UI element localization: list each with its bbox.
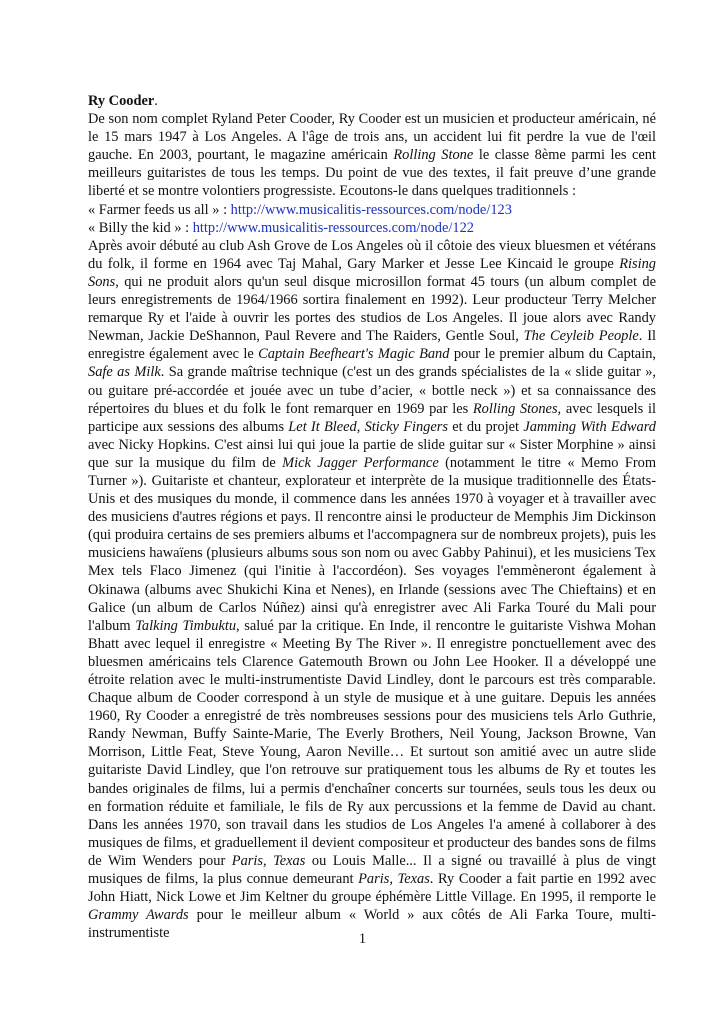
link-line-billy: [88, 219, 656, 237]
body-italic: Captain Beefheart's Magic Band: [258, 346, 450, 363]
body-text: . Sa grande maîtrise technique (c'est un des grands spécialistes de la « slide guitar », ou guitare pré-accordée et jouée avec un tube d’acier, « bottle neck ») et sa connaissance des répertoires du blues et du folk le font remarquer en 1969 par les: [88, 364, 656, 417]
body-italic: Jamming With Edward: [523, 418, 656, 435]
body-italic: Safe as Milk: [88, 364, 161, 381]
body-italic: Mick Jagger Performance: [282, 454, 439, 471]
intro-text-1: De son nom complet Ryland Peter Cooder, Ry Cooder est un musicien et producteur américain, né le 15 mars 1947 à Los Angeles. A l'âge de trois ans, un accident lui fit perdre la vue de l'œil gauche. En 2003, pourtant, le magazine américain: [88, 111, 656, 164]
body-text: avec Nicky Hopkins. C'est ainsi lui qui joue la partie de slide guitar sur « Sister Morphine » ainsi que sur la musique du film de: [88, 436, 656, 471]
body-text: ,: [356, 418, 365, 435]
body-text: , salué par la critique. En Inde, il rencontre le guitariste Vishwa Mohan Bhatt avec lequel il enregistre « Meeting By The River ». Il enregistre ponctuellement avec des bluesmen américains tels Clarence Gatemouth Brown ou John Lee Hooker. Il a développé une étroite relation avec le multi-instrumentiste David Lindley, dont le parcours est très comparable. Chaque album de Cooder correspond à un style de musique et à une guitare. Depuis les années 1960, Ry Cooder a enregistré de très nombreuses sessions pour des musiciens tels Arlo Guthrie, Randy Newman, Buffy Sainte-Marie, The Everly Brothers, Neil Young, Jackson Browne, Van Morrison, Little Feat, Steve Young, Aaron Neville… Et surtout son amitié avec un autre slide guitariste David Lindley, que l'on retrouve sur pratiquement tous les albums de Ry et toutes les bandes originales de films, lui a permis d'enchaîner concerts sur tournées, seuls tous les deux ou en formation réduite et familiale, le fils de Ry aux percussions et la femme de David au chant. Dans les années 1970, son travail dans les studios de Los Angeles l'a amené à collaborer à des musiques de films, et graduellement il devient compositeur et producteur des bandes sons de films de Wim Wenders pour: [88, 617, 656, 869]
page-number: 1: [358, 931, 367, 947]
body-text: et du projet: [447, 418, 524, 435]
link-farmer[interactable]: http://www.musicalitis-ressources.com/node/123: [230, 201, 512, 218]
intro-italic-1: Rolling Stone: [393, 147, 474, 164]
body-italic: Paris, Texas: [231, 852, 306, 869]
intro-paragraph: [88, 110, 656, 200]
body-italic: Rolling Stones,: [472, 400, 562, 417]
body-italic: Grammy Awards: [88, 907, 189, 924]
body-text: pour le premier album du Captain,: [449, 346, 656, 363]
link-label-farmer: « Farmer feeds us all » :: [88, 201, 231, 218]
document-page: [88, 92, 656, 942]
body-italic: Let It Bleed: [288, 418, 357, 435]
body-text: ou Louis Malle... Il a signé ou travaillé à plus de vingt musiques de films, la plus connue demeurant: [88, 852, 656, 888]
body-italic: Rising Sons: [88, 255, 656, 290]
body-paragraph: [88, 237, 656, 943]
body-italic: Paris, Texas: [358, 871, 430, 888]
title-text: Ry Cooder: [88, 93, 155, 109]
body-italic: The Ceyleib People: [523, 328, 639, 345]
link-label-billy: « Billy the kid » :: [88, 219, 193, 236]
body-text: pour le meilleur album « World » aux côtés de Ali Farka Toure, multi-instrumentiste: [88, 907, 656, 942]
body-text: . Il enregistre également avec le: [88, 328, 656, 363]
link-line-farmer: [88, 201, 656, 219]
body-text: Après avoir débuté au club Ash Grove de Los Angeles où il côtoie des vieux bluesmen et vétérans du folk, il forme en 1964 avec Taj Mahal, Gary Marker et Jesse Lee Kincaid le groupe: [88, 237, 656, 272]
body-italic: Talking Timbuktu: [135, 617, 237, 634]
body-text: (notamment le titre « Memo From Turner »). Guitariste et chanteur, explorateur et interprète de la musique traditionnelle des États-Unis et des musiques du monde, il commence dans les années 1970 à voyager et à travailler avec des musiciens d'autres régions et pays. Il rencontre ainsi le producteur de Memphis Jim Dickinson (qui produira certains de ses premiers albums et l'accompagnera sur de nombreux projets), puis les musiciens hawaïens (plusieurs albums sous son nom ou avec Gabby Pahinui), et les musiciens Tex Mex tels Flaco Jimenez (qui l'initie à l'accordéon). Ses voyages l'emmèneront également à Okinawa (albums avec Shukichi Kina et Nenes), en Irlande (sessions avec The Chieftains) et en Galice (un album de Carlos Núñez) ainsi qu'à enregistrer avec Ali Farka Touré du Mali pour l'album: [88, 454, 657, 634]
page-title: [88, 92, 656, 110]
body-italic: Sticky Fingers: [364, 418, 448, 435]
link-billy[interactable]: http://www.musicalitis-ressources.com/node/122: [192, 219, 474, 236]
body-text: , qui ne produit alors qu'un seul disque microsillon format 45 tours (un album complet de leurs enregistrements de 1964/1966 sortira finalement en 1992). Leur producteur Terry Melcher remarque Ry et l'aide à ouvrir les portes des studios de Los Angeles. Il joue alors avec Randy Newman, Jackie DeShannon, Paul Revere and The Raiders, Gentle Soul,: [88, 273, 656, 345]
intro-text-2: le classe 8ème parmi les cent meilleurs guitaristes de tous les temps. Du point de vue des textes, il fait preuve d’une grande liberté et se montre volontiers progressiste. Ecoutons-le dans quelques traditionnels :: [88, 147, 656, 200]
body-text: . Ry Cooder a fait partie en 1992 avec John Hiatt, Nick Lowe et Jim Keltner du groupe éphémère Little Village. En 1995, il remporte le: [88, 871, 656, 906]
title-dot: .: [154, 93, 158, 109]
body-text: avec lesquels il participe aux sessions des albums: [88, 400, 656, 435]
